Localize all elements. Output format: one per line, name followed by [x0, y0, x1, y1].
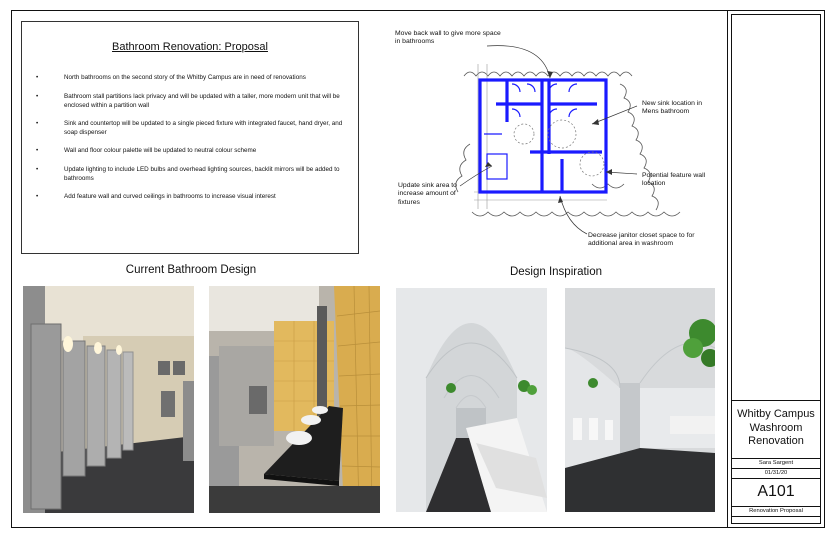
bullet-dot: • [36, 147, 39, 154]
note-move-wall: Move back wall to give more space in bathrooms [395, 30, 501, 46]
bullet-dot: • [36, 120, 39, 127]
current-bathroom-photo-stalls [23, 286, 194, 513]
note-new-sink: New sink location in Mens bathroom [642, 100, 703, 116]
current-bathroom-photo-sinks [209, 286, 380, 513]
plan-door-swings [514, 120, 604, 176]
current-design-title: Current Bathroom Design [125, 264, 257, 276]
project-name [731, 408, 821, 449]
project-name-line: Washroom [749, 421, 803, 434]
author-name: Sara Sargent [758, 460, 794, 466]
note-update-sink: Update sink area to increase amount of fixtures [398, 182, 457, 206]
bullet-dot: • [36, 193, 39, 200]
note-feature-wall: Potential feature wall location [642, 172, 706, 188]
bullet-dot: • [36, 74, 39, 81]
proposal-bullet-text: Add feature wall and curved ceilings in bathrooms to increase visual interest [64, 193, 276, 200]
proposal-bullet-text: Bathroom stall partitions lack privacy and will be updated with a taller, more modern unit that will be enclosed within a partition wall [64, 93, 340, 109]
title-block-divider [731, 400, 821, 401]
proposal-bullet-text: Update lighting to include LED bulbs and overhead lighting sources, backlit mirrors will be added to bathrooms [64, 166, 340, 182]
bullet-dot: • [36, 166, 39, 173]
proposal-bullet-text: North bathrooms on the second story of the Whitby Campus are in need of renovations [64, 74, 306, 81]
sheet-name: Renovation Proposal [749, 508, 803, 514]
sheet-number: A101 [757, 483, 795, 500]
design-inspiration-title: Design Inspiration [509, 266, 603, 278]
proposal-bullet-text: Sink and countertop will be updated to a single pieced fixture with integrated faucet, hand dryer, and soap dispenser [64, 120, 343, 136]
note-janitor-closet: Decrease janitor closet space to for additional area in washroom [588, 232, 695, 248]
drawing-date: 01/31/20 [764, 470, 788, 476]
project-name-line: Renovation [748, 435, 804, 447]
title-block-divider [731, 516, 821, 517]
inspiration-photo-arched-hall [396, 288, 547, 512]
inspiration-photo-urinals [565, 288, 715, 512]
proposal-bullet-text: Wall and floor colour palette will be updated to neutral colour scheme [64, 147, 257, 154]
floor-plan [392, 24, 714, 256]
title-block-divider [731, 478, 821, 479]
bullet-dot: • [36, 93, 39, 100]
revision-clouds [456, 72, 680, 216]
project-name-line: Whitby Campus [737, 408, 815, 420]
proposal-box [21, 21, 359, 254]
plan-walls [480, 80, 606, 192]
proposal-title: Bathroom Renovation: Proposal [112, 41, 268, 53]
